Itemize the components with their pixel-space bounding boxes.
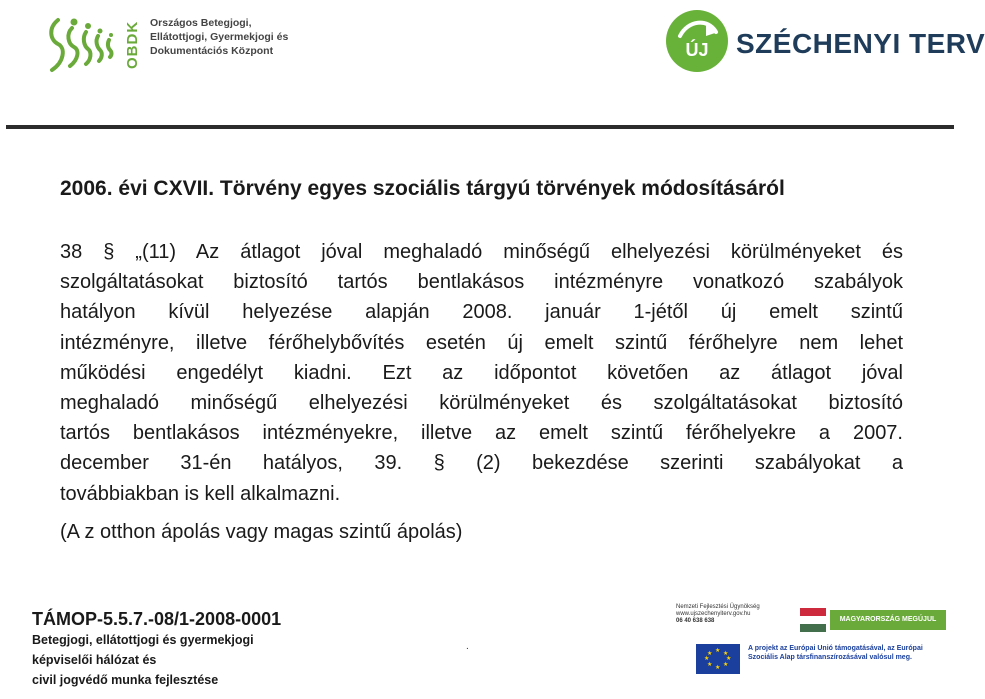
szechenyi-name: SZÉCHENYI TERV xyxy=(736,28,985,59)
eu-support-line: A projekt az Európai Unió támogatásával, az Európai xyxy=(748,645,923,652)
paragraph-line: hatályon kívül helyezése alapján 2008. január 1-jétől új emelt szintű xyxy=(60,301,903,324)
agency-line: www.ujszechenyiterv.gov.hu xyxy=(676,611,751,617)
szechenyi-terv-logo xyxy=(666,10,985,76)
project-line: civil jogvédő munka fejlesztése xyxy=(32,673,219,687)
eu-support-line: Szociális Alap társfinanszírozásával valósul meg. xyxy=(748,654,912,661)
paragraph-line: továbbiakban is kell alkalmazni. xyxy=(60,482,341,505)
paragraph-line: szolgáltatásokat biztosító tartós bentlakásos intézményre vonatkozó szabályok xyxy=(60,271,903,294)
document-title: 2006. évi CXVII. Törvény egyes szociális tárgyú törvények módosításáról xyxy=(60,177,785,200)
agency-info xyxy=(676,604,796,625)
project-line: képviselői hálózat és xyxy=(32,653,157,667)
hungarian-flag-icon xyxy=(800,608,826,632)
obdk-name-line: Dokumentációs Központ xyxy=(150,45,274,57)
eu-support-text xyxy=(748,644,944,662)
paragraph-line: tartós bentlakásos intézményekre, illetve az emelt szintű férőhelyekre a 2007. xyxy=(60,422,903,445)
eu-flag-icon: ★ ★ ★ ★ ★ ★ ★ ★ xyxy=(696,644,740,674)
header-divider xyxy=(6,125,954,129)
paragraph-line: meghaladó minőségű elhelyezési körülményeket és szolgáltatásokat biztosító xyxy=(60,392,903,415)
paragraph-line: működési engedélyt kiadni. Ezt az időpontot követően az átlagot jóval xyxy=(60,361,903,384)
megujul-banner: MAGYARORSZÁG MEGÚJUL xyxy=(830,610,946,630)
project-code: TÁMOP-5.5.7.-08/1-2008-0001 xyxy=(32,609,282,629)
law-paragraph xyxy=(60,237,903,509)
obdk-name xyxy=(150,16,320,58)
agency-line: Nemzeti Fejlesztési Ügynökség xyxy=(676,604,760,610)
obdk-name-line: Ellátottjogi, Gyermekjogi és xyxy=(150,31,289,43)
obdk-logo xyxy=(44,14,289,76)
page-marker: . xyxy=(466,641,469,652)
szechenyi-circle-icon xyxy=(666,10,728,72)
page-header xyxy=(0,0,985,128)
care-note: (A z otthon ápolás vagy magas szintű ápolás) xyxy=(60,521,463,543)
obdk-abbreviation: OBDK xyxy=(124,20,141,70)
eu-funding-block xyxy=(676,602,948,694)
project-line: Betegjogi, ellátottjogi és gyermekjogi xyxy=(32,633,254,647)
agency-line: 06 40 638 638 xyxy=(676,618,715,624)
paragraph-line: intézményre, illetve férőhelybővítés esetén új emelt szintű férőhelyre nem lehet xyxy=(60,331,903,354)
project-info xyxy=(32,608,352,690)
obdk-name-line: Országos Betegjogi, xyxy=(150,17,252,29)
szechenyi-uj-label: ÚJ xyxy=(685,40,709,60)
paragraph-line: 38 § „(11) Az átlagot jóval meghaladó minőségű elhelyezési körülményeket és xyxy=(60,241,903,263)
paragraph-line: december 31-én hatályos, 39. § (2) bekezdése szerinti szabályokat a xyxy=(60,452,903,475)
obdk-emblem-icon xyxy=(44,14,124,76)
